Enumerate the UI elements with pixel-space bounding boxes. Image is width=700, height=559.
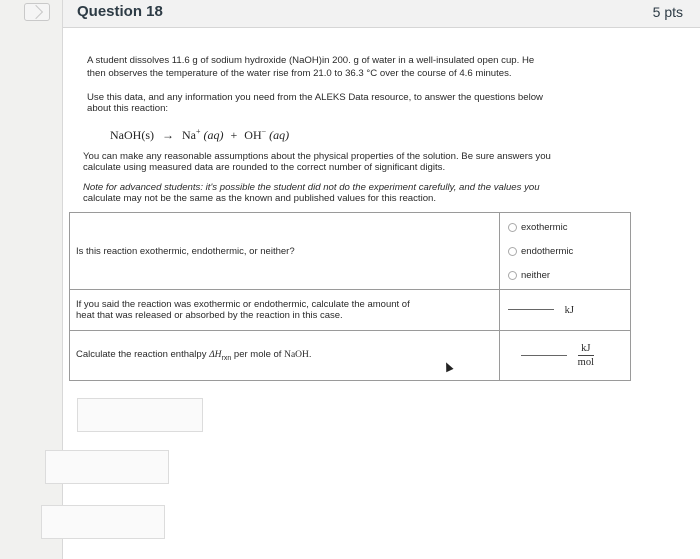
enthalpy-unit-num: kJ xyxy=(578,343,594,356)
ghost-box-3 xyxy=(41,505,165,539)
question-1-cell xyxy=(70,213,500,290)
problem-line-2: then observes the temperature of the water rise from 21.0 to 36.3 °C over the course of 4.6 minutes. xyxy=(87,68,512,79)
problem-line-1: A student dissolves 11.6 g of sodium hydroxide (NaOH)in 200. g of water in a well-insulated open cup. He xyxy=(87,55,535,66)
question-3-species: NaOH xyxy=(284,350,309,361)
radio-neither[interactable] xyxy=(508,271,517,280)
eq-plus: + xyxy=(230,128,238,142)
instruction-line-1: Use this data, and any information you need from the ALEKS Data resource, to answer the questions below xyxy=(87,92,543,103)
question-card xyxy=(62,0,700,559)
heat-unit: kJ xyxy=(564,304,574,316)
question-header xyxy=(63,0,700,28)
question-3-prefix: Calculate the reaction enthalpy xyxy=(76,349,210,361)
option-neither-label: neither xyxy=(521,269,551,281)
enthalpy-unit-den: mol xyxy=(577,357,594,368)
question-2-cell xyxy=(70,290,500,331)
question-1-text: Is this reaction exothermic, endothermic, or neither? xyxy=(76,245,295,257)
question-3-symbol: ΔH xyxy=(209,350,222,361)
instruction-line-2: about this reaction: xyxy=(87,103,169,114)
flag-icon[interactable] xyxy=(24,3,50,21)
question-2-line-1: If you said the reaction was exothermic or endothermic, calculate the amount of xyxy=(76,299,410,310)
ghost-box-2 xyxy=(45,450,169,484)
eq-charge1: + xyxy=(196,127,201,136)
eq-arrow: → xyxy=(162,128,174,142)
table-row xyxy=(70,290,631,331)
eq-charge2: − xyxy=(261,127,267,136)
eq-product1: Na xyxy=(182,128,196,142)
question-3-sub: rxn xyxy=(221,354,232,362)
eq-state1: (aq) xyxy=(203,128,224,142)
radio-exothermic[interactable] xyxy=(508,223,517,232)
assumption-line-1: You can make any reasonable assumptions about the physical properties of the solution. Be sure answers you xyxy=(83,151,551,162)
option-exothermic-label: exothermic xyxy=(521,221,568,233)
questions-table xyxy=(69,212,631,381)
question-3-cell xyxy=(70,331,500,381)
radio-endothermic[interactable] xyxy=(508,247,517,256)
question-3-mid: per mole of xyxy=(231,349,285,361)
eq-reactant: NaOH(s) xyxy=(110,128,154,142)
question-3-answer xyxy=(500,331,631,381)
question-3-end: . xyxy=(308,349,312,361)
option-exothermic[interactable] xyxy=(508,215,622,239)
question-1-options xyxy=(500,213,631,290)
eq-state2: (aq) xyxy=(269,128,290,142)
enthalpy-unit xyxy=(578,343,594,368)
question-points: 5 pts xyxy=(652,4,683,20)
question-2-line-2: heat that was released or absorbed by the reaction in this case. xyxy=(76,310,343,321)
note-line-1: Note for advanced students: it's possible the student did not do the experiment carefully, and the values you xyxy=(83,182,540,193)
heat-answer-input[interactable] xyxy=(508,309,554,310)
option-endothermic-label: endothermic xyxy=(521,245,574,257)
table-row xyxy=(70,331,631,381)
note-line-2: calculate may not be the same as the known and published values for this reaction. xyxy=(83,193,437,204)
table-row xyxy=(70,213,631,290)
eq-product2: OH xyxy=(244,128,262,142)
question-2-answer xyxy=(500,290,631,331)
enthalpy-answer-input[interactable] xyxy=(521,355,567,356)
option-neither[interactable] xyxy=(508,263,622,287)
question-title: Question 18 xyxy=(77,3,163,20)
reaction-equation xyxy=(110,127,289,143)
ghost-box-1 xyxy=(77,398,203,432)
assumption-line-2: calculate using measured data are rounded to the correct number of significant digits. xyxy=(83,162,446,173)
option-endothermic[interactable] xyxy=(508,239,622,263)
